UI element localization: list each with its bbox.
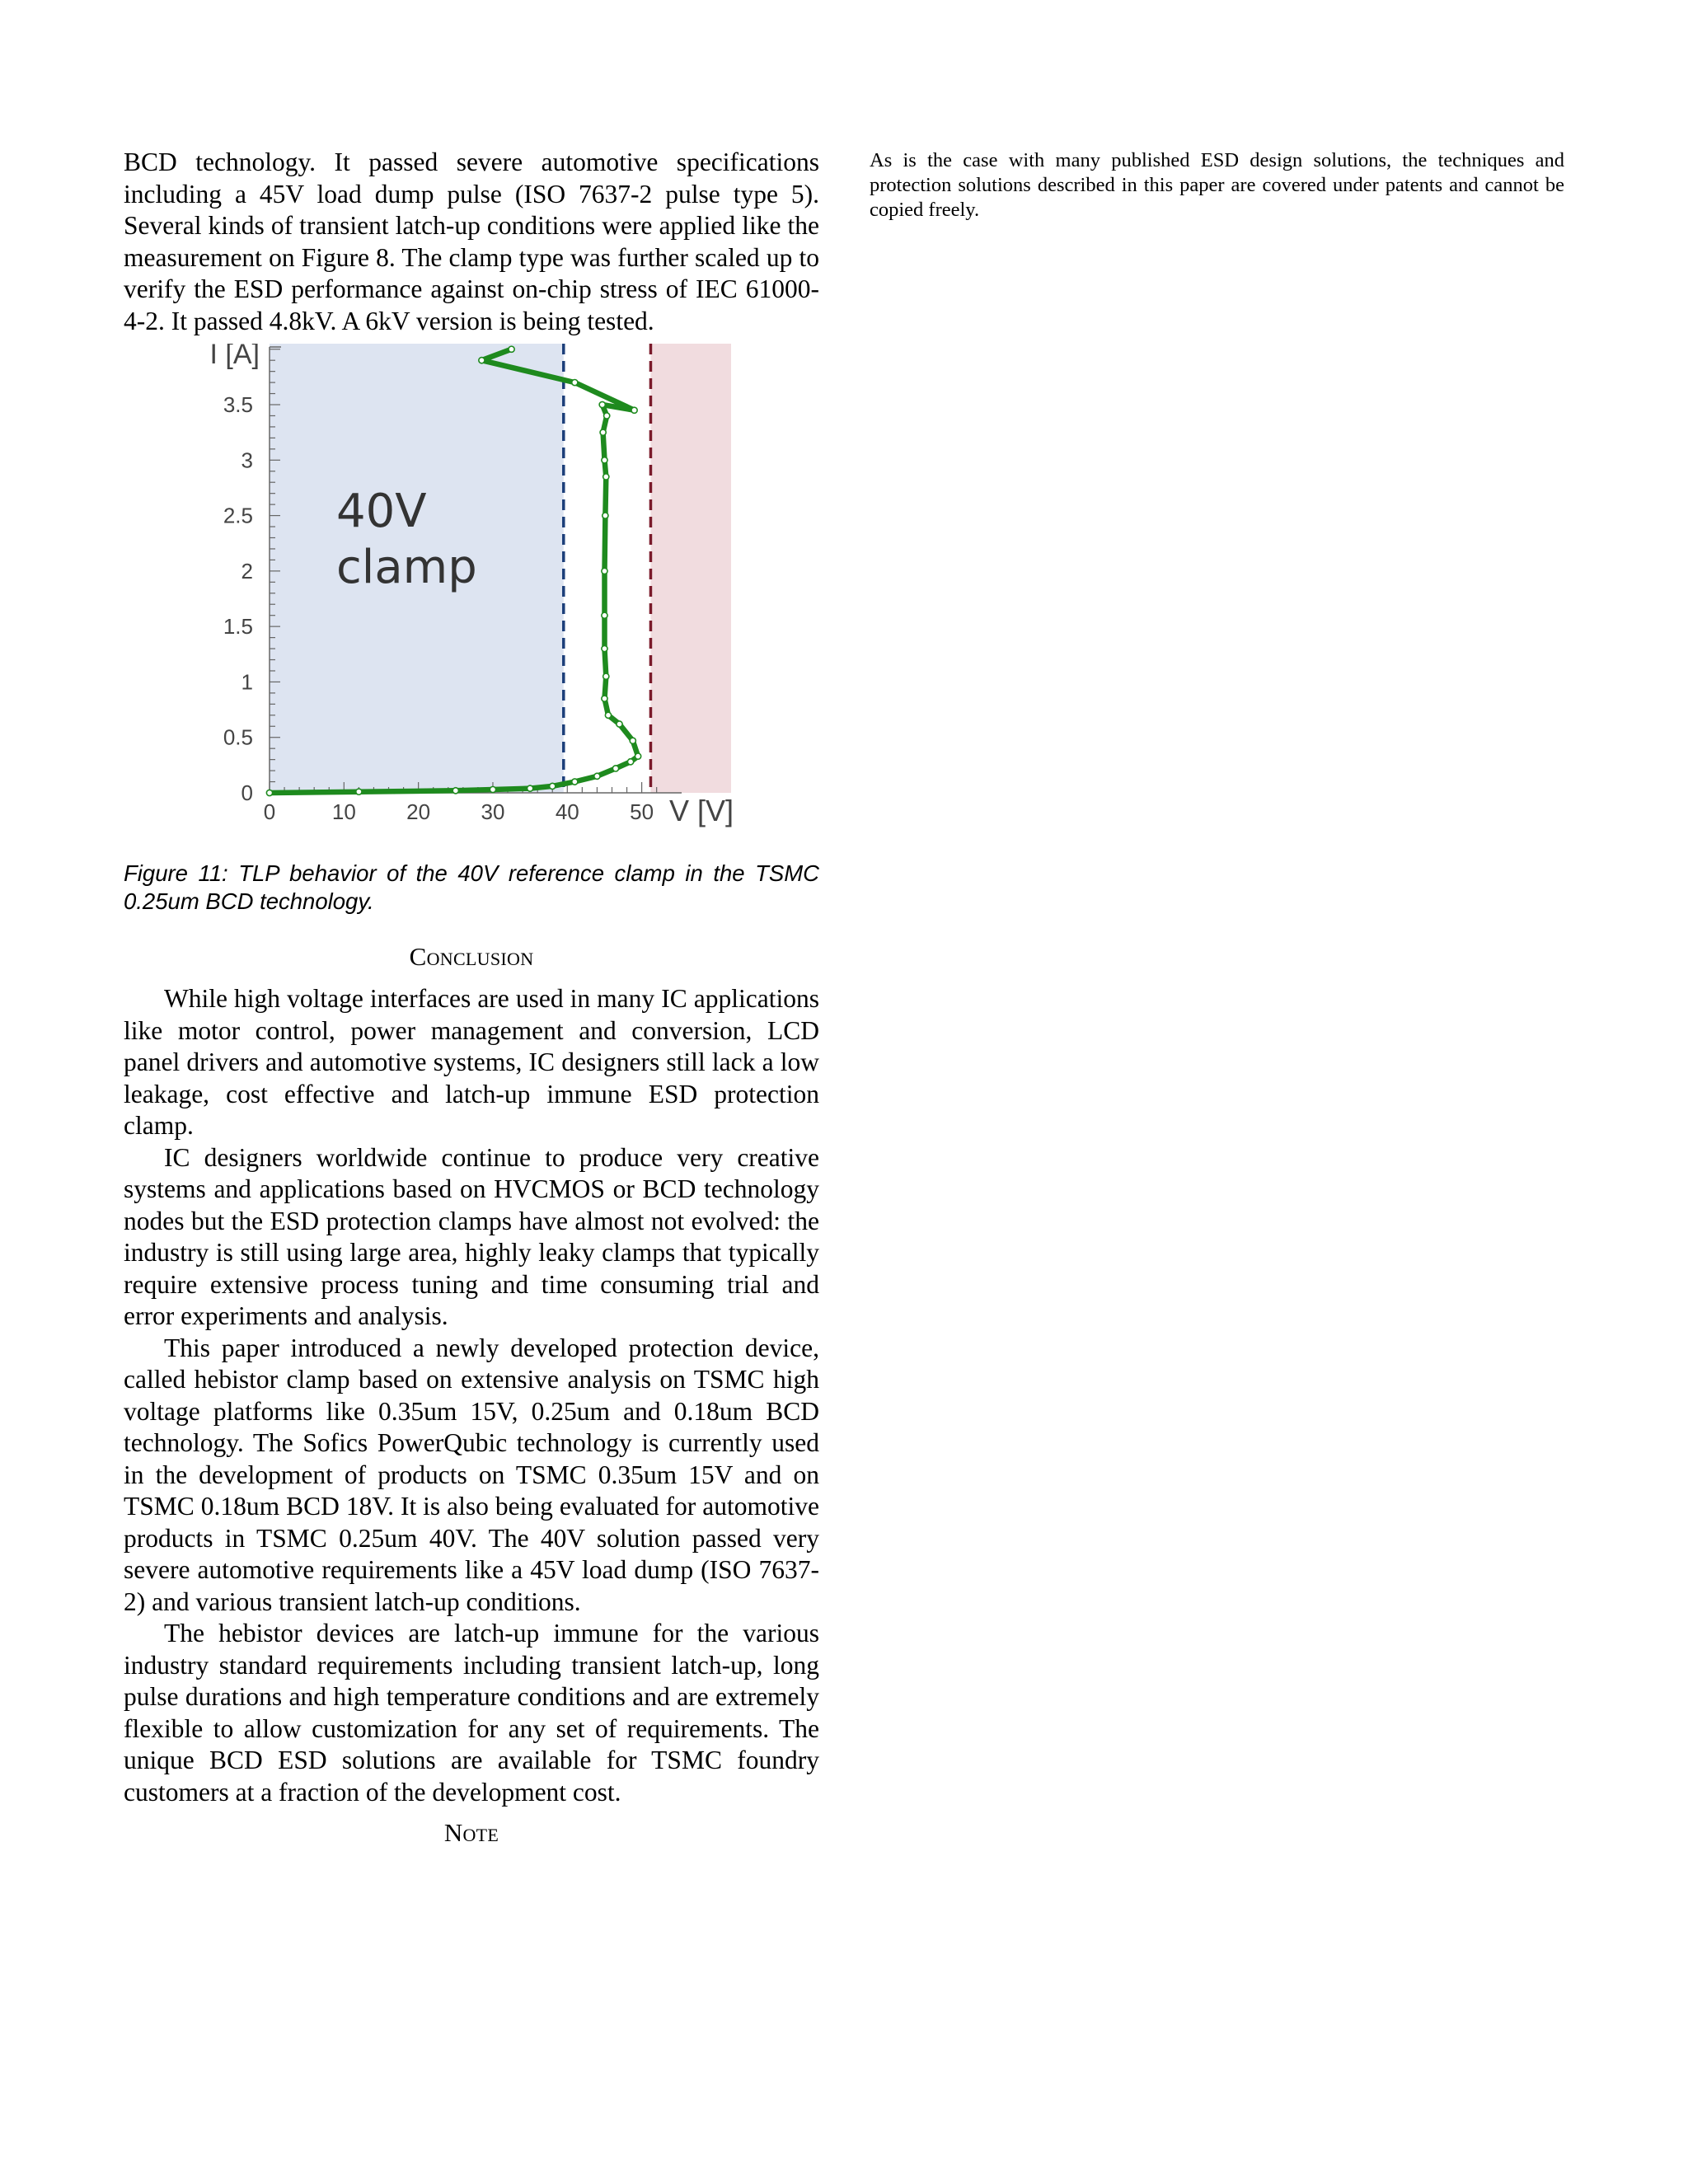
- y-tick-label: 3: [241, 448, 253, 473]
- data-point: [452, 788, 458, 794]
- y-tick-label: 2.5: [223, 503, 253, 528]
- x-tick-label: 50: [630, 799, 654, 824]
- y-tick-label: 3.5: [223, 392, 253, 418]
- data-point: [602, 645, 607, 651]
- data-point: [599, 401, 605, 407]
- data-point: [509, 346, 514, 352]
- data-point: [490, 786, 495, 792]
- figure-11: [124, 344, 819, 850]
- x-axis-label: V [V]: [668, 794, 734, 827]
- intro-paragraph: BCD technology. It passed severe automotive specifications including a 45V load dump pulse (ISO 7637-2 pulse type 5). Several kinds of transient latch-up conditions were applied like the measurement on Figure 8. The clamp type was further scaled up to verify the ESD performance against on-chip stress of IEC 61000-4-2. It passed 4.8kV. A 6kV version is being tested.: [124, 148, 819, 335]
- conclusion-paragraph: While high voltage interfaces are used in many IC applications like motor control, power management and conversion, LCD panel drivers and automotive systems, IC designers still lack a low leakage, cost effective and latch-up immune ESD protection clamp.: [124, 984, 819, 1140]
- x-tick-label: 20: [406, 799, 431, 824]
- data-point: [528, 785, 533, 791]
- data-point: [603, 513, 608, 518]
- data-point: [594, 773, 600, 779]
- note-heading: Note: [443, 1818, 499, 1847]
- data-point: [630, 738, 635, 743]
- data-point: [617, 721, 622, 727]
- x-tick-label: 0: [263, 799, 276, 824]
- clamp-annotation-line2: clamp: [336, 541, 477, 594]
- y-axis-label: I [A]: [209, 344, 260, 370]
- data-point: [604, 413, 610, 419]
- tlp-chart: [124, 344, 819, 850]
- y-tick-label: 0: [241, 780, 253, 805]
- x-tick-label: 10: [331, 799, 356, 824]
- data-point: [605, 712, 611, 718]
- data-point: [627, 759, 633, 765]
- right-column: [870, 148, 1564, 223]
- data-point: [550, 783, 556, 789]
- data-point: [356, 789, 362, 794]
- data-point: [602, 696, 607, 701]
- data-point: [602, 612, 607, 618]
- failure-region: [650, 344, 731, 793]
- y-tick-label: 1: [241, 669, 253, 695]
- note-text: As is the case with many published ESD design solutions, the techniques and protection solutions described in this paper are covered under patents and cannot be copied freely.: [870, 149, 1564, 221]
- data-point: [266, 790, 272, 795]
- data-point: [603, 474, 609, 480]
- data-point: [631, 407, 637, 413]
- data-point: [572, 379, 578, 385]
- data-point: [602, 457, 607, 463]
- y-tick-label: 2: [241, 558, 253, 583]
- x-tick-label: 40: [555, 799, 579, 824]
- y-tick-label: 0.5: [223, 724, 253, 750]
- conclusion-paragraph: The hebistor devices are latch-up immune for the various industry standard requirements including transient latch-up, long pulse durations and high temperature conditions and are extremely flexible to allow customization for any set of requirements. The unique BCD ESD solutions are available for TSMC foundry customers at a fraction of the development cost.: [124, 1619, 819, 1807]
- y-tick-label: 1.5: [223, 614, 253, 640]
- figure-caption: Figure 11: TLP behavior of the 40V reference clamp in the TSMC 0.25um BCD technology.: [124, 860, 819, 914]
- data-point: [635, 753, 640, 759]
- conclusion-paragraph: This paper introduced a newly developed protection device, called hebistor clamp based on extensive analysis on TSMC high voltage platforms like 0.35um 15V, 0.25um and 0.18um BCD technology. The Sofics PowerQubic technology is currently used in the development of products on TSMC 0.35um 15V and on TSMC 0.18um BCD 18V. It is also being evaluated for automotive products in TSMC 0.25um 40V. The 40V solution passed very severe automotive requirements like a 45V load dump (ISO 7637-2) and various transient latch-up conditions.: [124, 1333, 819, 1616]
- data-point: [602, 568, 607, 574]
- left-column: [124, 147, 819, 1849]
- data-point: [479, 358, 485, 363]
- data-point: [603, 673, 609, 679]
- clamp-annotation-line1: 40V: [336, 485, 427, 538]
- data-point: [572, 779, 578, 785]
- conclusion-paragraph: IC designers worldwide continue to produce very creative systems and applications based on HVCMOS or BCD technology nodes but the ESD protection clamps have almost not evolved: the industry is still using large area, highly leaky clamps that typically require extensive process tuning and time consuming trial and error experiments and analysis.: [124, 1142, 819, 1330]
- data-point: [600, 429, 606, 435]
- x-tick-label: 30: [481, 799, 505, 824]
- conclusion-heading: Conclusion: [409, 942, 534, 971]
- data-point: [612, 766, 618, 771]
